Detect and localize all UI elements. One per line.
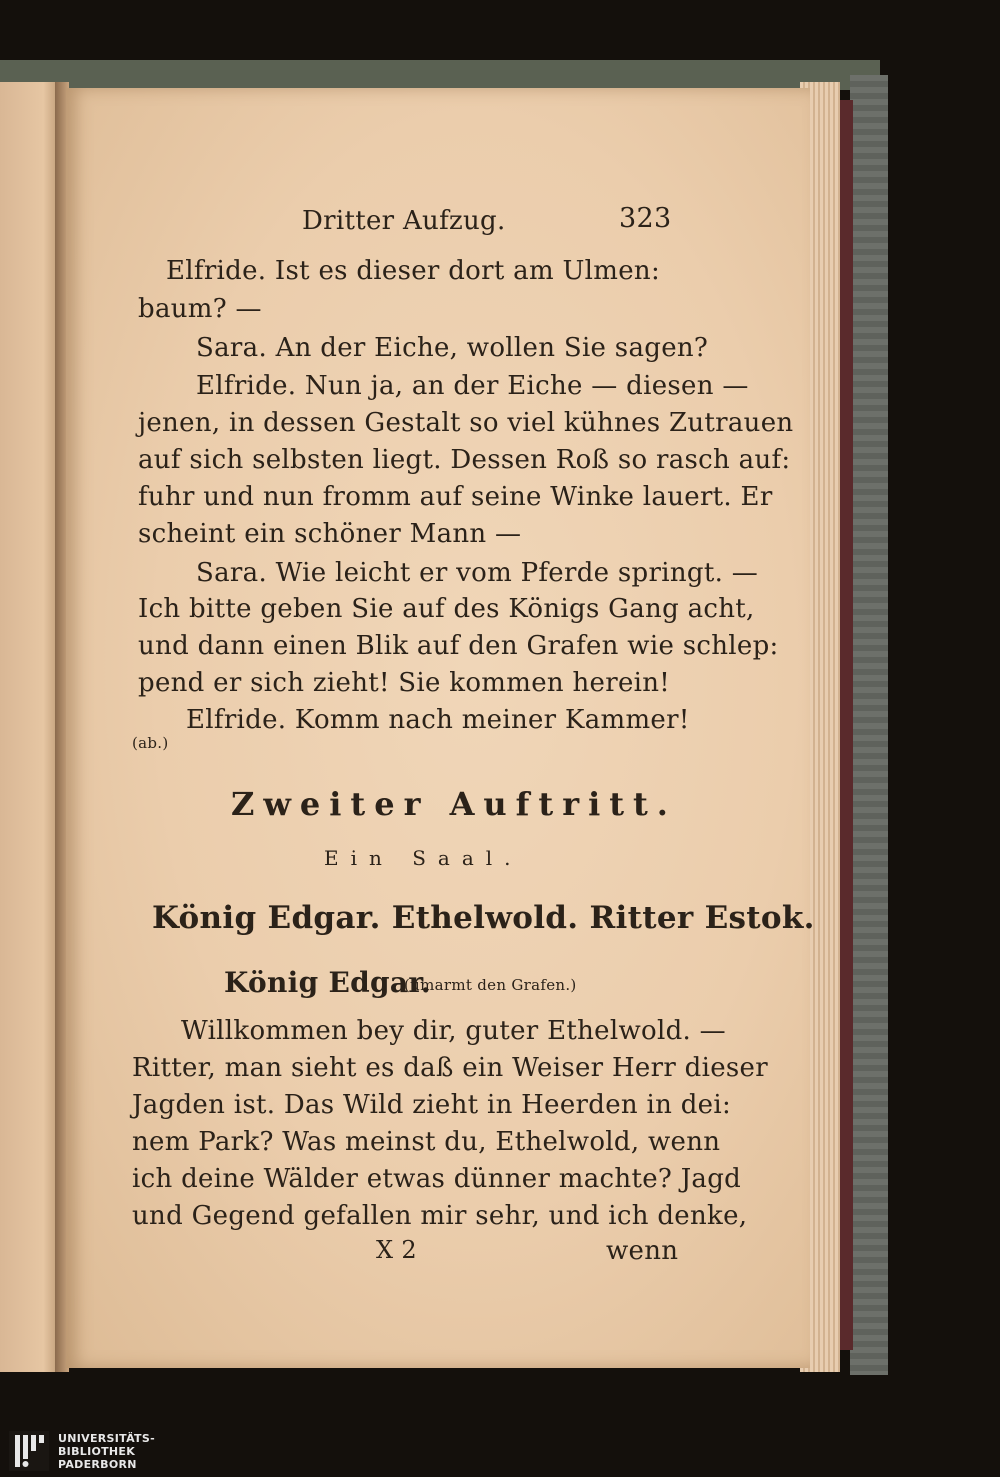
text-line: ich deine Wälder etwas dünner machte? Jagd [132, 1164, 742, 1194]
signature-mark: X 2 [376, 1236, 417, 1264]
text-line: Sara. An der Eiche, wollen Sie sagen? [196, 333, 709, 363]
text-line: Elfride. Nun ja, an der Eiche — diesen — [196, 371, 749, 401]
scene-setting: Ein Saal. [324, 846, 523, 870]
text-line: Ich bitte geben Sie auf des Königs Gang acht, [138, 594, 755, 624]
text-line: Elfride. Komm nach meiner Kammer! [186, 705, 690, 735]
binding-board [850, 75, 888, 1375]
catchword: wenn [606, 1236, 679, 1266]
text-line: Willkommen bey dir, guter Ethelwold. — [181, 1016, 726, 1046]
stage-direction: (umarmt den Grafen.) [404, 976, 577, 994]
facing-page-edge [0, 82, 62, 1372]
cast-list: König Edgar. Ethelwold. Ritter Estok. [152, 900, 815, 936]
text-line: fuhr und nun fromm auf seine Winke lauert. Er [138, 482, 773, 512]
text-line: Sara. Wie leicht er vom Pferde springt. — [196, 558, 759, 588]
text-line: auf sich selbsten liegt. Dessen Roß so rasch auf: [138, 445, 791, 475]
watermark-line: PADERBORN [58, 1458, 137, 1471]
text-line: nem Park? Was meinst du, Ethelwold, wenn [132, 1127, 721, 1157]
text-line: Elfride. Ist es dieser dort am Ulmen: [166, 256, 661, 286]
cover-cloth-top [0, 60, 880, 90]
scene-title: Zweiter Auftritt. [231, 785, 677, 823]
speaker-name: König Edgar. [224, 966, 431, 999]
text-line: und dann einen Blik auf den Grafen wie schlep: [138, 631, 779, 661]
text-line: scheint ein schöner Mann — [138, 519, 522, 549]
watermark-line: UNIVERSITÄTS- [58, 1432, 155, 1445]
text-line: jenen, in dessen Gestalt so viel kühnes Zutrauen [138, 408, 794, 438]
text-line: pend er sich zieht! Sie kommen herein! [138, 668, 671, 698]
watermark-line: BIBLIOTHEK [58, 1445, 136, 1458]
running-head: Dritter Aufzug. [302, 206, 506, 236]
university-library-logo-icon [9, 1431, 49, 1471]
text-line: Ritter, man sieht es daß ein Weiser Herr dieser [132, 1053, 768, 1083]
book-page [66, 88, 815, 1368]
text-line: und Gegend gefallen mir sehr, und ich denke, [132, 1201, 748, 1231]
text-line: Jagden ist. Das Wild zieht in Heerden in dei: [132, 1090, 732, 1120]
page-number: 323 [619, 203, 672, 234]
stage-direction: (ab.) [132, 734, 169, 752]
text-line: baum? — [138, 294, 262, 324]
